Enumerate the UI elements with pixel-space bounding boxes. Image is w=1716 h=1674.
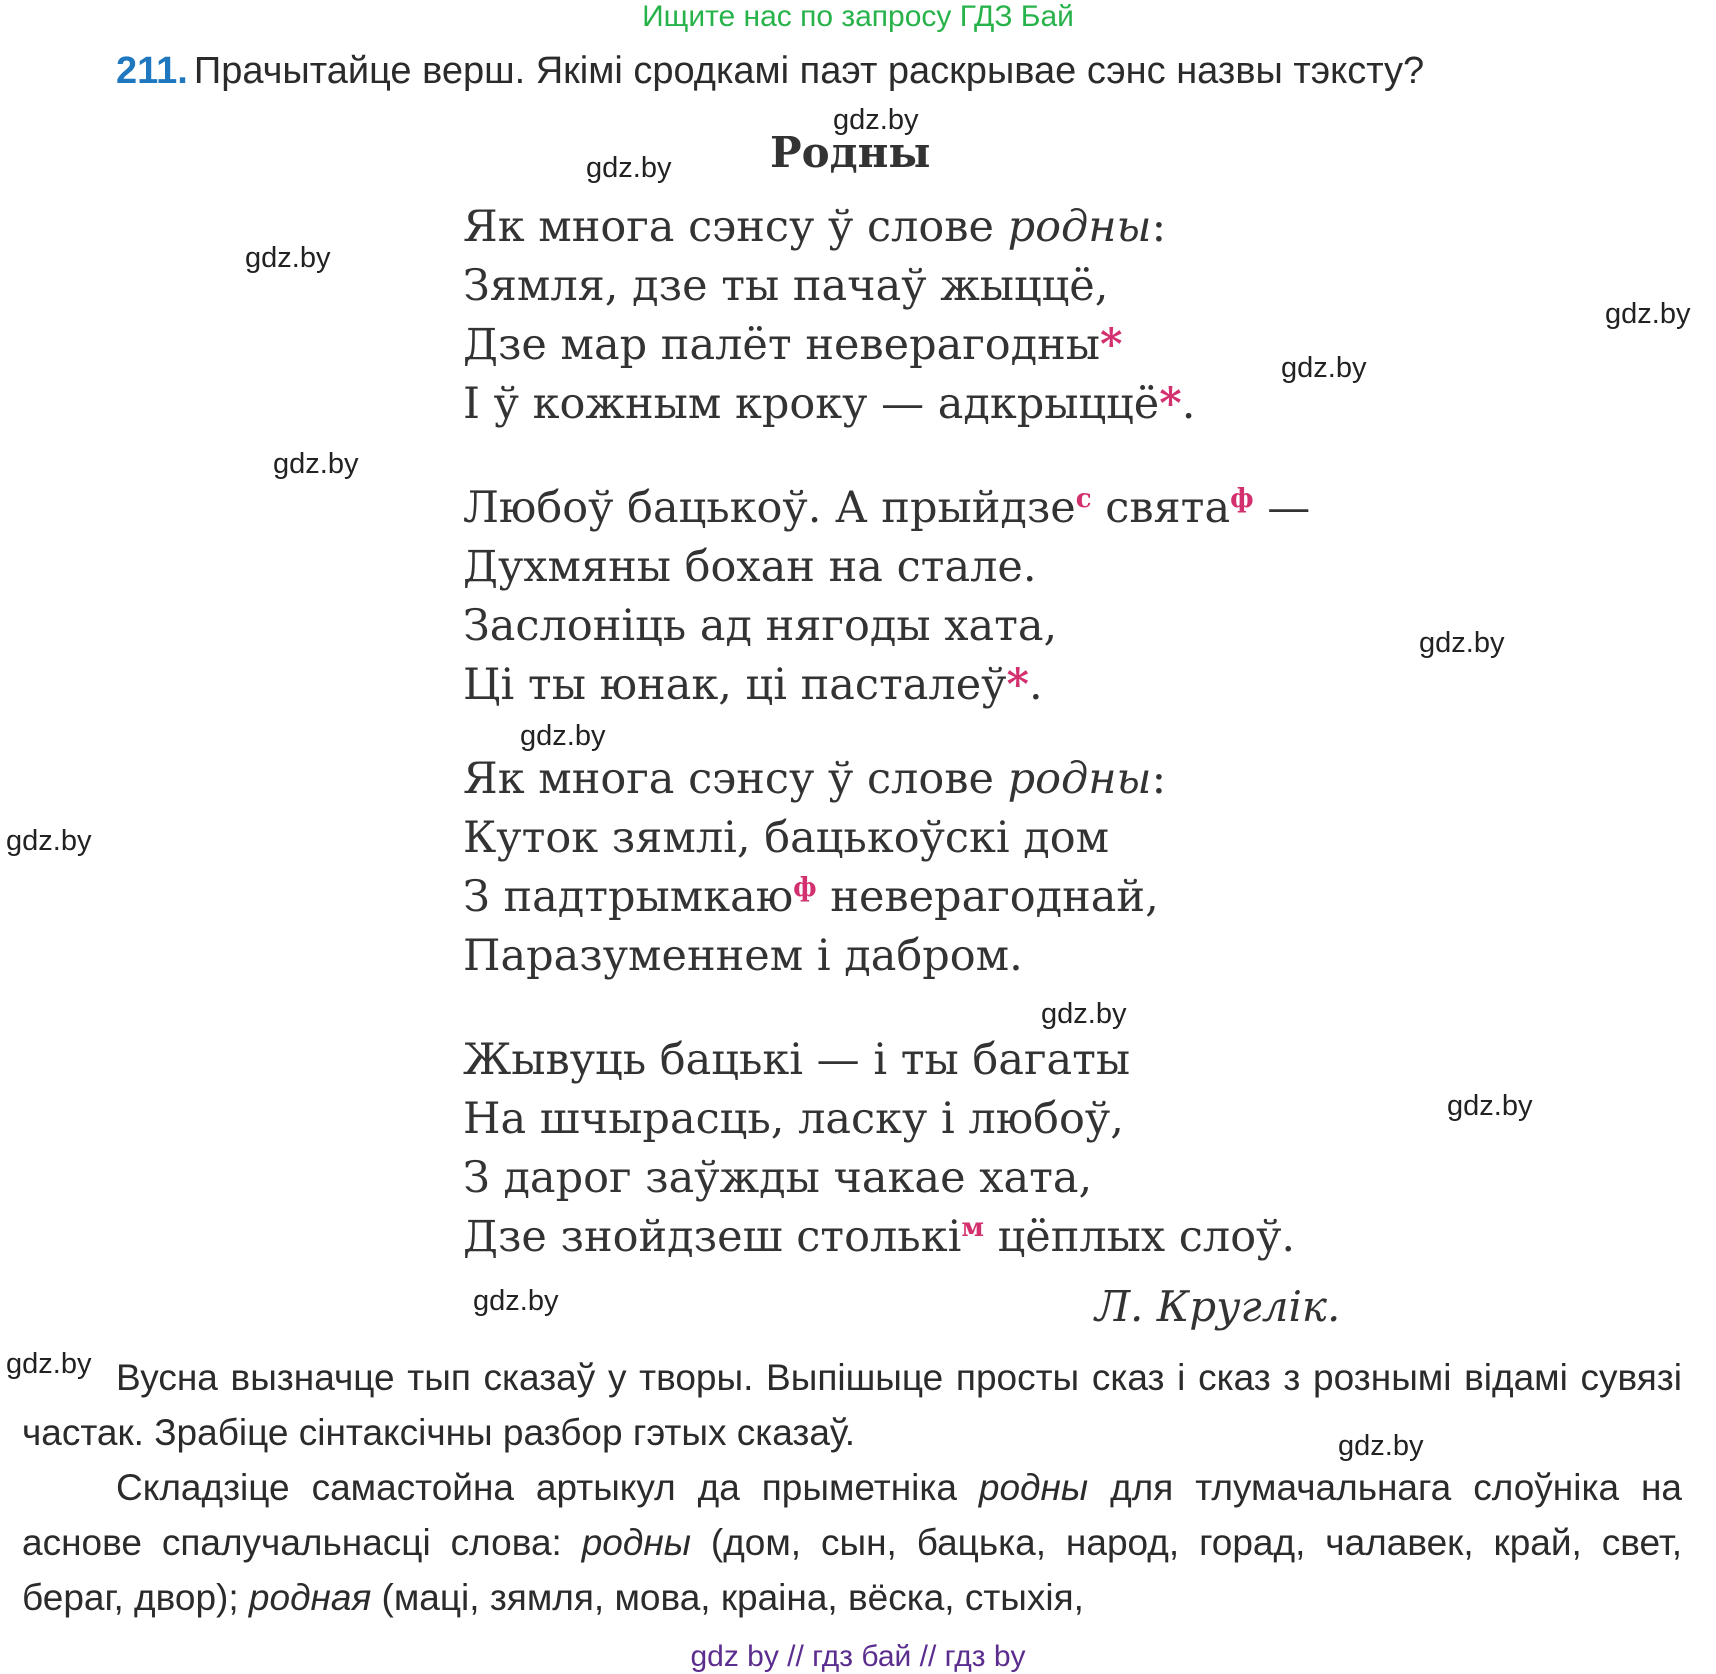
poem-line: Дзе мар палёт неверагодны* (463, 320, 1123, 370)
poem-line: Паразуменнем і дабром. (463, 931, 1023, 981)
superscript-mark: ф (793, 873, 817, 903)
poem-line: Зямля, дзе ты пачаў жыццё, (463, 261, 1109, 311)
poem-line: З падтрымкаю$^ф$ неверагоднай, (463, 872, 1159, 922)
poem-line: Куток зямлі, бацькоўскі дом (463, 813, 1110, 863)
poem-line: Як многа сэнсу ў слове родны: (463, 202, 1167, 252)
watermark: gdz.by (1447, 1090, 1533, 1122)
watermark: gdz.by (520, 720, 606, 752)
emphasized-word: родны (1007, 202, 1152, 252)
poem-line: Ці ты юнак, ці пасталеў*. (463, 660, 1043, 710)
watermark: gdz.by (1419, 627, 1505, 659)
stanza-3 (463, 750, 1310, 986)
stanza-4 (463, 1031, 1310, 1267)
poem-line: І ў кожным кроку — адкрыццё*. (463, 379, 1196, 429)
stanza-2 (463, 479, 1310, 715)
poem-line: Жывуць бацькі — і ты багаты (463, 1035, 1131, 1085)
top-search-note: Ищите нас по запросу ГДЗ Бай (642, 0, 1074, 33)
asterisk-mark: * (1006, 660, 1029, 710)
watermark: gdz.by (586, 152, 672, 184)
footer-links: gdz by // гдз бай // гдз by (690, 1640, 1026, 1673)
poem-line: Як многа сэнсу ў слове родны: (463, 754, 1167, 804)
watermark: gdz.by (473, 1285, 559, 1317)
stanza-1 (463, 198, 1310, 434)
asterisk-mark: * (1100, 320, 1123, 370)
watermark: gdz.by (6, 1348, 92, 1380)
exercise-number: 211. (116, 50, 188, 92)
asterisk-mark: * (1159, 379, 1182, 429)
poem-line: Дзе знойдзеш столькі$^м$ цёплых слоў. (463, 1212, 1296, 1262)
poem-line: Заслоніць ад нягоды хата, (463, 601, 1058, 651)
poem-line: Любоў бацькоў. А прыйдзе$^с$ свята$^ф$ — (463, 483, 1311, 533)
exercise-heading (116, 50, 1424, 93)
watermark: gdz.by (245, 242, 331, 274)
watermark: gdz.by (1041, 998, 1127, 1030)
watermark: gdz.by (273, 448, 359, 480)
superscript-mark: ф (1230, 484, 1254, 514)
emphasized-word: родны (1007, 754, 1152, 804)
watermark: gdz.by (1338, 1430, 1424, 1462)
watermark: gdz.by (6, 825, 92, 857)
poem-line: На шчырасць, ласку і любоў, (463, 1094, 1124, 1144)
superscript-mark: с (1075, 484, 1092, 514)
poem-author: Л. Круглік. (1095, 1282, 1341, 1331)
poem-title: Родны (770, 128, 931, 177)
watermark: gdz.by (1281, 352, 1367, 384)
poem-line: Духмяны бохан на стале. (463, 542, 1037, 592)
superscript-mark: м (961, 1213, 984, 1243)
exercise-prompt: Прачытайце верш. Якімі сродкамі паэт раскрывае сэнс назвы тэксту? (193, 50, 1425, 92)
watermark: gdz.by (833, 104, 919, 136)
poem-line: З дарог заўжды чакае хата, (463, 1153, 1093, 1203)
watermark: gdz.by (1605, 298, 1691, 330)
task-2-text: Складзіце самастойна артыкул да прыметніка родны для тлумачальнага слоўніка на аснове спалучальнасці слова: родны (дом, сын, бацька, народ, горад, чалавек, край, свет, бераг, двор); родная (маці, зямля, мова, краіна, вёска, стыхія, (22, 1467, 1682, 1618)
task-1-text: Вусна вызначце тып сказаў у творы. Выпішыце просты сказ і сказ з рознымі відамі сувязі частак. Зрабіце сінтаксічны разбор гэтых сказаў. (22, 1357, 1682, 1453)
